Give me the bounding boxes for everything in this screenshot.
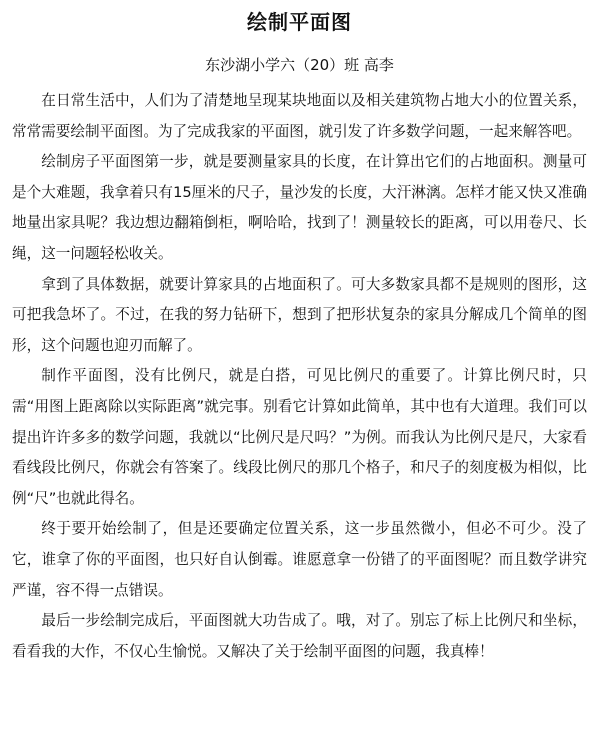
author-byline: 东沙湖小学六（20）班 高李 (205, 56, 394, 74)
document-title: 绘制平面图 (247, 10, 352, 34)
document-body (12, 86, 587, 667)
paragraph-1: 在日常生活中，人们为了清楚地呈现某块地面以及相关建筑物占地大小的位置关系，常常需要绘制平面图。为了完成我家的平面图，就引发了许多数学问题，一起来解答吧。 (12, 92, 587, 140)
paragraph-4: 制作平面图，没有比例尺，就是白搭，可见比例尺的重要了。计算比例尺时，只需“用图上距离除以实际距离”就完事。别看它计算如此简单，其中也有大道理。我们可以提出许许多多的数学问题，我就以“比例尺是尺吗？”为例。而我认为比例尺是尺，大家看看线段比例尺，你就会有答案了。线段比例尺的那几个格子，和尺子的刻度极为相似，比例“尺”也就此得名。 (12, 367, 587, 507)
paragraph-6: 最后一步绘制完成后，平面图就大功告成了。哦，对了。别忘了标上比例尺和坐标，看看我的大作，不仅心生愉悦。又解决了关于绘制平面图的问题，我真棒！ (12, 612, 587, 660)
paragraph-2: 绘制房子平面图第一步，就是要测量家具的长度，在计算出它们的占地面积。测量可是个大难题，我拿着只有15厘米的尺子，量沙发的长度，大汗淋漓。怎样才能又快又准确地量出家具呢？我边想边翻箱倒柜，啊哈哈，找到了！测量较长的距离，可以用卷尺、长绳，这一问题轻松收关。 (12, 153, 587, 262)
paragraph-3: 拿到了具体数据，就要计算家具的占地面积了。可大多数家具都不是规则的图形，这可把我急坏了。不过，在我的努力钻研下，想到了把形状复杂的家具分解成几个简单的图形，这个问题也迎刃而解了。 (12, 275, 587, 354)
paragraph-5: 终于要开始绘制了，但是还要确定位置关系，这一步虽然微小，但必不可少。没了它，谁拿了你的平面图，也只好自认倒霉。谁愿意拿一份错了的平面图呢？而且数学讲究严谨，容不得一点错误。 (12, 520, 587, 599)
